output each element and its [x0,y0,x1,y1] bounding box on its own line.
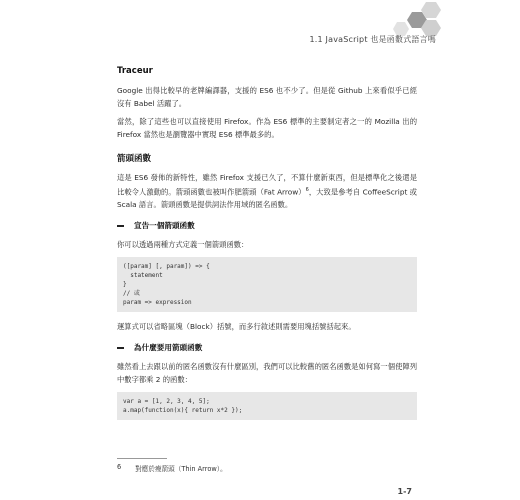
paragraph-declare-after: 運算式可以省略區塊（Block）括號，而多行敘述則需要用塊括號括起來。 [117,322,356,332]
paragraph-arrow-intro [117,171,417,211]
subheading-why [117,342,417,353]
subheading-declare-label: 宣告一個箭頭函數 [134,221,195,231]
footnote [117,463,227,473]
dash-marker [117,347,124,349]
footnote-number: 6 [117,463,122,471]
paragraph-declare-intro: 你可以透過兩種方式定義一個箭頭函數： [117,240,249,250]
footnote-text: 對應於瘦箭頭（Thin Arrow）。 [135,465,227,473]
footnote-reference: 6 [305,187,309,193]
running-head: 1.1 JavaScript 也是函數式語言嗎 [309,35,436,44]
section-heading-arrow: 箭頭函數 [117,154,152,164]
code-block-arrow-syntax: ([param] [, param]) => { statement } // 或 param => expression [117,257,417,312]
hexagon-decoration-icon [392,2,442,36]
subheading-declare [117,220,417,231]
page-content [117,66,417,420]
footnote-rule [117,458,167,459]
dash-marker [117,225,124,227]
paragraph-traceur-2: 當然，除了這些也可以直接使用 Firefox。作為 ES6 標準的主要制定者之一的 Mozilla 出的 Firefox 當然也是瀏覽器中實現 ES6 標準最多的。 [117,117,417,139]
page-number: 1-7 [397,487,412,496]
subheading-why-label: 為什麼要用箭頭函數 [134,343,203,353]
paragraph-arrow-text-a: 這是 ES6 發佈的新特性，雖然 Firefox 支援已久了，不算什麼新東西，但是標準化之後還是比較令人激動的。箭頭函數也被叫作肥箭頭（Fat Arrow） [117,173,417,197]
section-heading-traceur: Traceur [117,66,153,76]
code-block-map-example: var a = [1, 2, 3, 4, 5]; a.map(function(x){ return x*2 }); [117,392,417,420]
paragraph-traceur-1: Google 出得比較早的老牌編譯器，支援的 ES6 也不少了。但是從 Github 上來看似乎已經沒有 Babel 活躍了。 [117,86,417,108]
paragraph-arrow-text-b: ，大致是參考自 CoffeeScript 或 Scala 語言。箭頭函數是提供詞法作用域的匿名函數。 [117,187,417,210]
paragraph-why: 雖然看上去跟以前的匿名函數沒有什麼區別，我們可以比較舊的匿名函數是如何寫一個使陣列中數字都乘 2 的函數： [117,362,417,385]
